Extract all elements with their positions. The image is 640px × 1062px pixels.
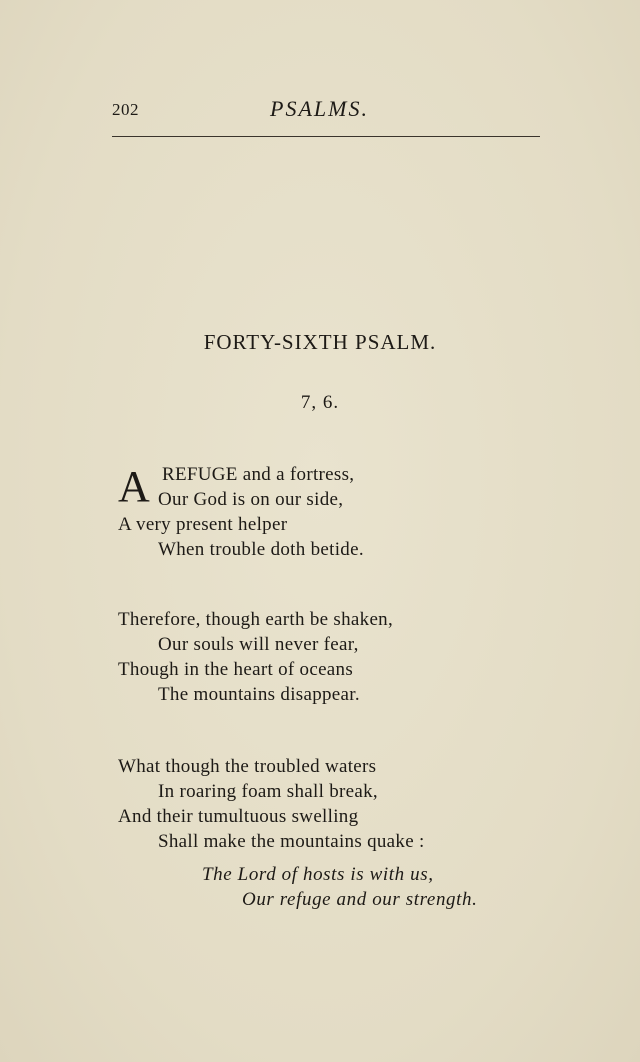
stanza-1-line-2: Our God is on our side, [158,489,344,510]
stanza-1 [118,462,538,562]
stanza-3-line-2: In roaring foam shall break, [158,781,378,802]
hymn-meter: 7, 6. [300,392,340,413]
stanza-3-line-4: Shall make the mountains quake : [158,831,425,852]
page-header [112,96,540,126]
header-rule [112,136,540,137]
stanza-2-line-2: Our souls will never fear, [158,634,359,655]
refrain [118,862,528,912]
stanza-1-line-4: When trouble doth betide. [158,539,364,560]
stanza-3 [118,754,538,854]
drop-cap: A [118,462,150,511]
running-head: PSALMS. [270,96,369,121]
hymn-title: FORTY-SIXTH PSALM. [203,330,437,354]
stanza-1-line-1-text: REFUGE and a fortress, [162,464,355,485]
stanza-3-line-3: And their tumultuous swelling [118,806,359,827]
stanza-2-line-4: The mountains disappear. [158,684,360,705]
stanza-2-line-1: Therefore, though earth be shaken, [118,609,394,630]
refrain-line-2: Our refuge and our strength. [242,889,478,910]
stanza-3-line-1: What though the troubled waters [118,756,377,777]
stanza-2-line-3: Though in the heart of oceans [118,659,354,680]
refrain-line-1: The Lord of hosts is with us, [202,864,434,885]
stanza-2 [118,607,538,707]
page-number: 202 [112,100,139,119]
stanza-1-line-3: A very present helper [118,514,288,535]
